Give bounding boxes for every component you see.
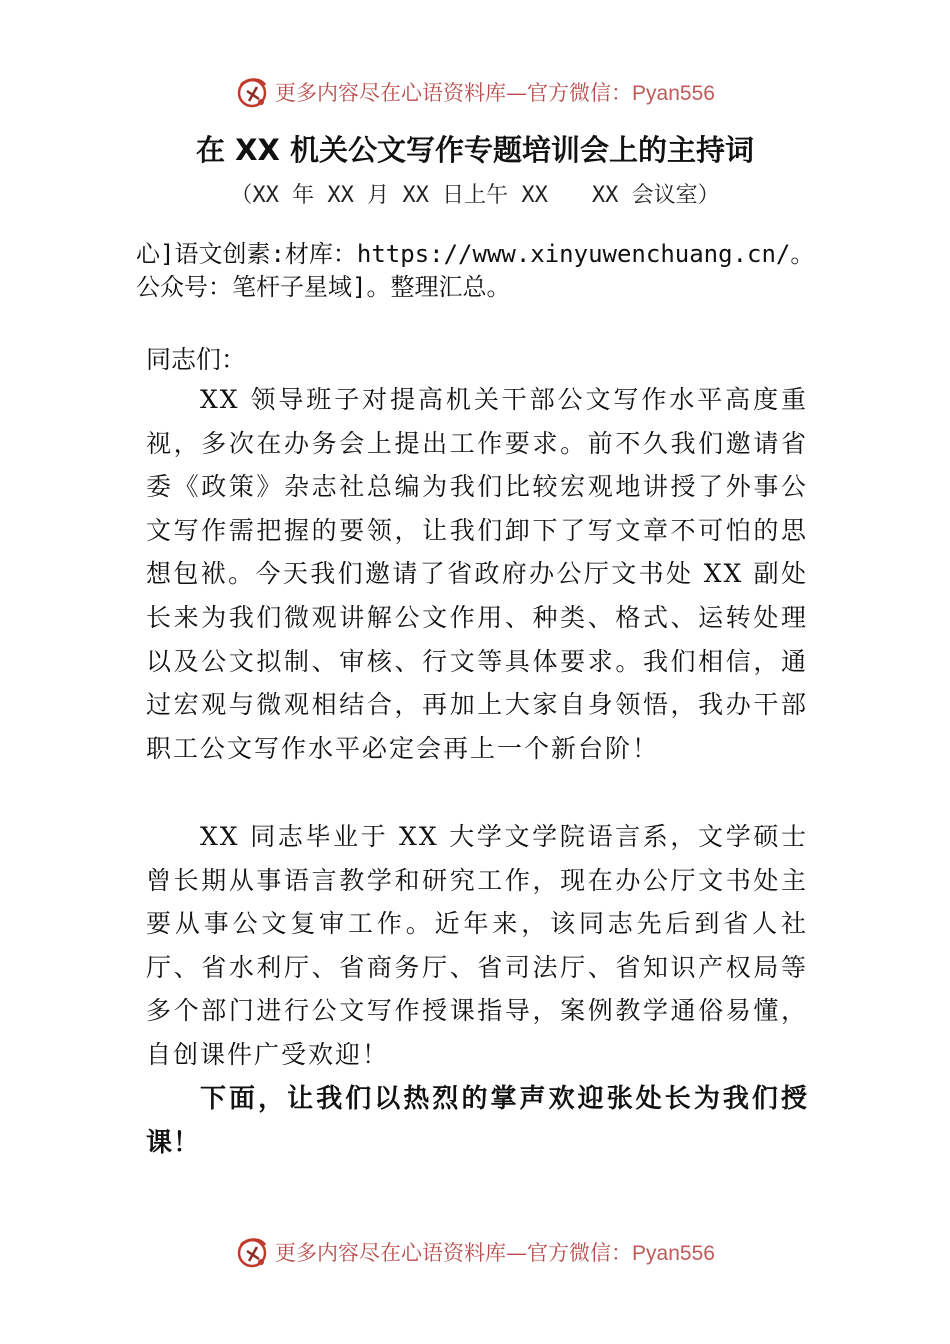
header-banner [0, 72, 950, 112]
logo-icon [235, 75, 269, 109]
banner-text: 更多内容尽在心语资料库—官方微信：Pyan556 [275, 1241, 715, 1265]
paragraph-1: XX 领导班子对提高机关干部公文写作水平高度重视，多次在办务会上提出工作要求。前不久我们邀请省委《政策》杂志社总编为我们比较宏观地讲授了外事公文写作需把握的要领，让我们卸下了写文章不可怕的思想包袱。今天我们邀请了省政府办公厅文书处 XX 副处长来为我们微观讲解公文作用、种类、格式、运转处理以及公文拟制、审核、行文等具体要求。我们相信，通过宏观与微观相结合，再加上大家自身领悟，我办干部职工公文写作水平必定会再上一个新台阶！ [146, 385, 808, 763]
source-note: 心]语文创素:材库：https://www.xinyuwenchuang.cn/。公众号：笔杆子星域]。整理汇总。 [136, 240, 815, 301]
page-title: 在 XX 机关公文写作专题培训会上的主持词 [196, 133, 754, 167]
paragraph-2: XX 同志毕业于 XX 大学文学院语言系，文学硕士 曾长期从事语言教学和研究工作，现在办公厅文书处主要从事公文复审工作。近年来，该同志先后到省人社厅、省水利厅、省商务厅、省司法厅、省知识产权局等多个部门进行公文写作授课指导，案例教学通俗易懂，自创课件广受欢迎！ [146, 822, 808, 1069]
page-subtitle: （XX 年 XX 月 XX 日上午 XX XX 会议室） [230, 183, 720, 208]
banner-text: 更多内容尽在心语资料库—官方微信：Pyan556 [275, 81, 715, 105]
logo-icon [235, 1235, 269, 1269]
greeting: 同志们： [146, 345, 247, 374]
banner-wechat-id: Pyan556 [632, 82, 715, 105]
footer-banner [0, 1232, 950, 1272]
banner-wechat-id: Pyan556 [632, 1242, 715, 1265]
paragraph-3: 下面，让我们以热烈的掌声欢迎张处长为我们授课！ [146, 1084, 808, 1158]
